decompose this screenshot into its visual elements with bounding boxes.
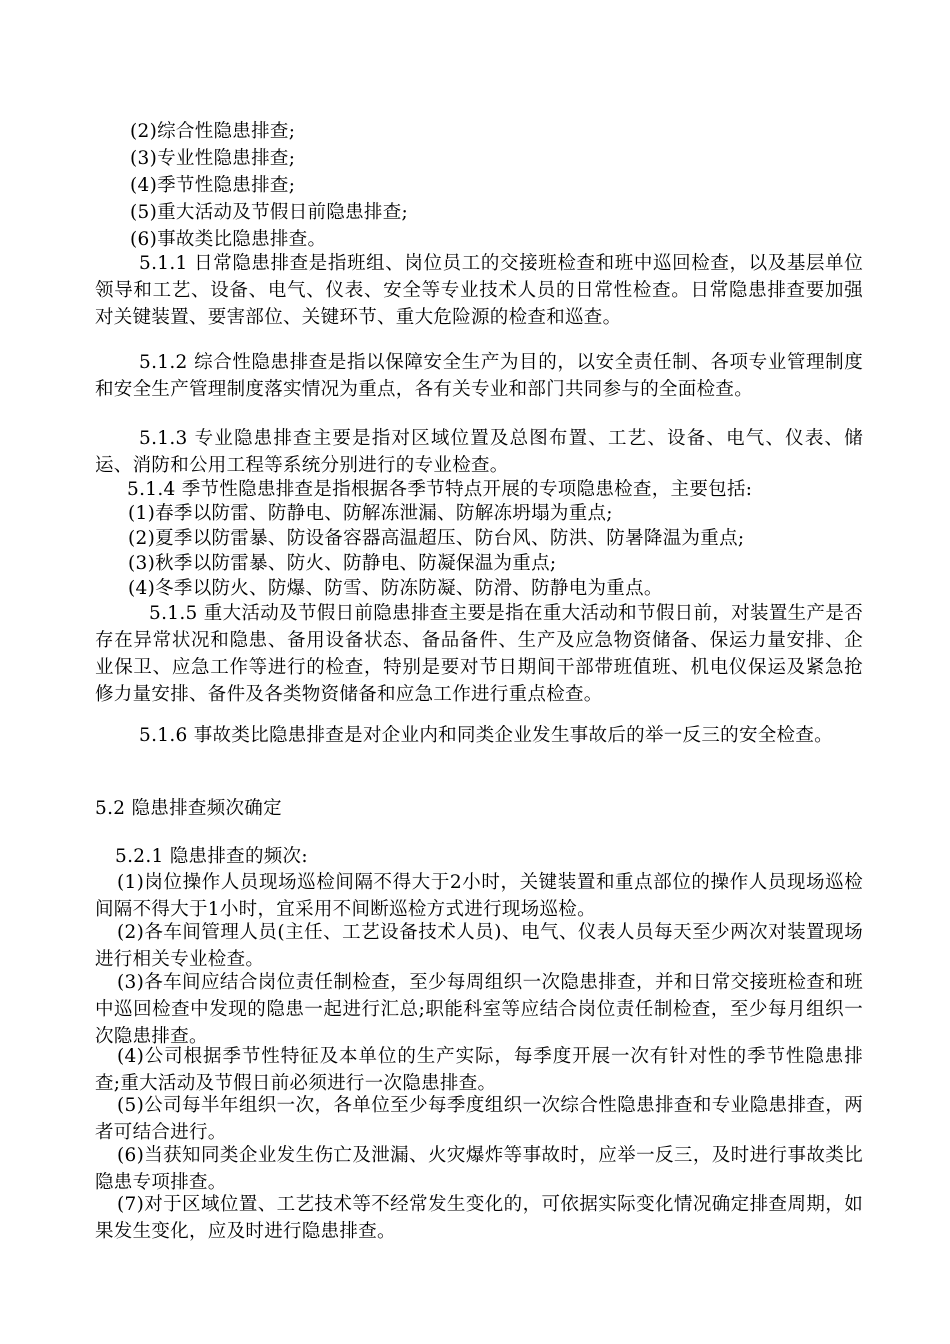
list-item: (4)公司根据季节性特征及本单位的生产实际，每季度开展一次有针对性的季节性隐患排查;重大活动及节假日前必须进行一次隐患排查。 — [95, 1046, 863, 1094]
paragraph-5-1-6: 5.1.6 事故类比隐患排查是对企业内和同类企业发生事故后的举一反三的安全检查。 — [139, 725, 833, 746]
paragraph-5-1-3: 5.1.3 专业隐患排查主要是指对区域位置及总图布置、工艺、设备、电气、仪表、储运、消防和公用工程等系统分别进行的专业检查。 — [95, 428, 863, 476]
list-item: (1)岗位操作人员现场巡检间隔不得大于2小时，关键装置和重点部位的操作人员现场巡检间隔不得大于1小时，宜采用不间断巡检方式进行现场巡检。 — [95, 872, 863, 920]
paragraph-5-2-1: 5.2.1 隐患排查的频次: — [115, 846, 308, 867]
list-item: (3)各车间应结合岗位责任制检查，至少每周组织一次隐患排查，并和日常交接班检查和班中巡回检查中发现的隐患一起进行汇总;职能科室等应结合岗位责任制检查，至少每月组织一次隐患排查。 — [95, 972, 863, 1047]
list-item: (5)重大活动及节假日前隐患排查; — [130, 202, 409, 223]
list-item: (1)春季以防雷、防静电、防解冻泄漏、防解冻坍塌为重点; — [128, 503, 613, 524]
list-item: (2)夏季以防雷暴、防设备容器高温超压、防台风、防洪、防暑降温为重点; — [128, 528, 745, 549]
list-item: (2)各车间管理人员(主任、工艺设备技术人员)、电气、仪表人员每天至少两次对装置现场进行相关专业检查。 — [95, 922, 863, 970]
section-heading: 5.2 隐患排查频次确定 — [95, 798, 282, 819]
paragraph-5-1-5: 5.1.5 重大活动及节假日前隐患排查主要是指在重大活动和节假日前，对装置生产是否存在异常状况和隐患、备用设备状态、备品备件、生产及应急物资储备、保运力量安排、企业保卫、应急工作等进行的检查，特别是要对节日期间干部带班值班、机电仪保运及紧急抢修力量安排、备件及各类物资储备和应急工作进行重点检查。 — [95, 603, 863, 705]
list-item: (6)事故类比隐患排查。 — [130, 229, 327, 250]
list-item: (3)秋季以防雷暴、防火、防静电、防凝保温为重点; — [128, 553, 557, 574]
list-item: (6)当获知同类企业发生伤亡及泄漏、火灾爆炸等事故时，应举一反三，及时进行事故类比隐患专项排查。 — [95, 1145, 863, 1193]
list-item: (4)季节性隐患排查; — [130, 175, 296, 196]
paragraph-5-1-2: 5.1.2 综合性隐患排查是指以保障安全生产为目的，以安全责任制、各项专业管理制度和安全生产管理制度落实情况为重点，各有关专业和部门共同参与的全面检查。 — [95, 352, 863, 400]
list-item: (4)冬季以防火、防爆、防雪、防冻防凝、防滑、防静电为重点。 — [128, 578, 663, 599]
list-item: (5)公司每半年组织一次，各单位至少每季度组织一次综合性隐患排查和专业隐患排查，两者可结合进行。 — [95, 1095, 863, 1143]
list-item: (7)对于区域位置、工艺技术等不经常发生变化的，可依据实际变化情况确定排查周期，如果发生变化，应及时进行隐患排查。 — [95, 1194, 863, 1242]
list-item: (2)综合性隐患排查; — [130, 121, 296, 142]
list-item: (3)专业性隐患排查; — [130, 148, 296, 169]
paragraph-5-1-4: 5.1.4 季节性隐患排查是指根据各季节特点开展的专项隐患检查，主要包括: — [127, 479, 753, 500]
paragraph-5-1-1: 5.1.1 日常隐患排查是指班组、岗位员工的交接班检查和班中巡回检查，以及基层单位领导和工艺、设备、电气、仪表、安全等专业技术人员的日常性检查。日常隐患排查要加强对关键装置、要害部位、关键环节、重大危险源的检查和巡查。 — [95, 253, 863, 328]
